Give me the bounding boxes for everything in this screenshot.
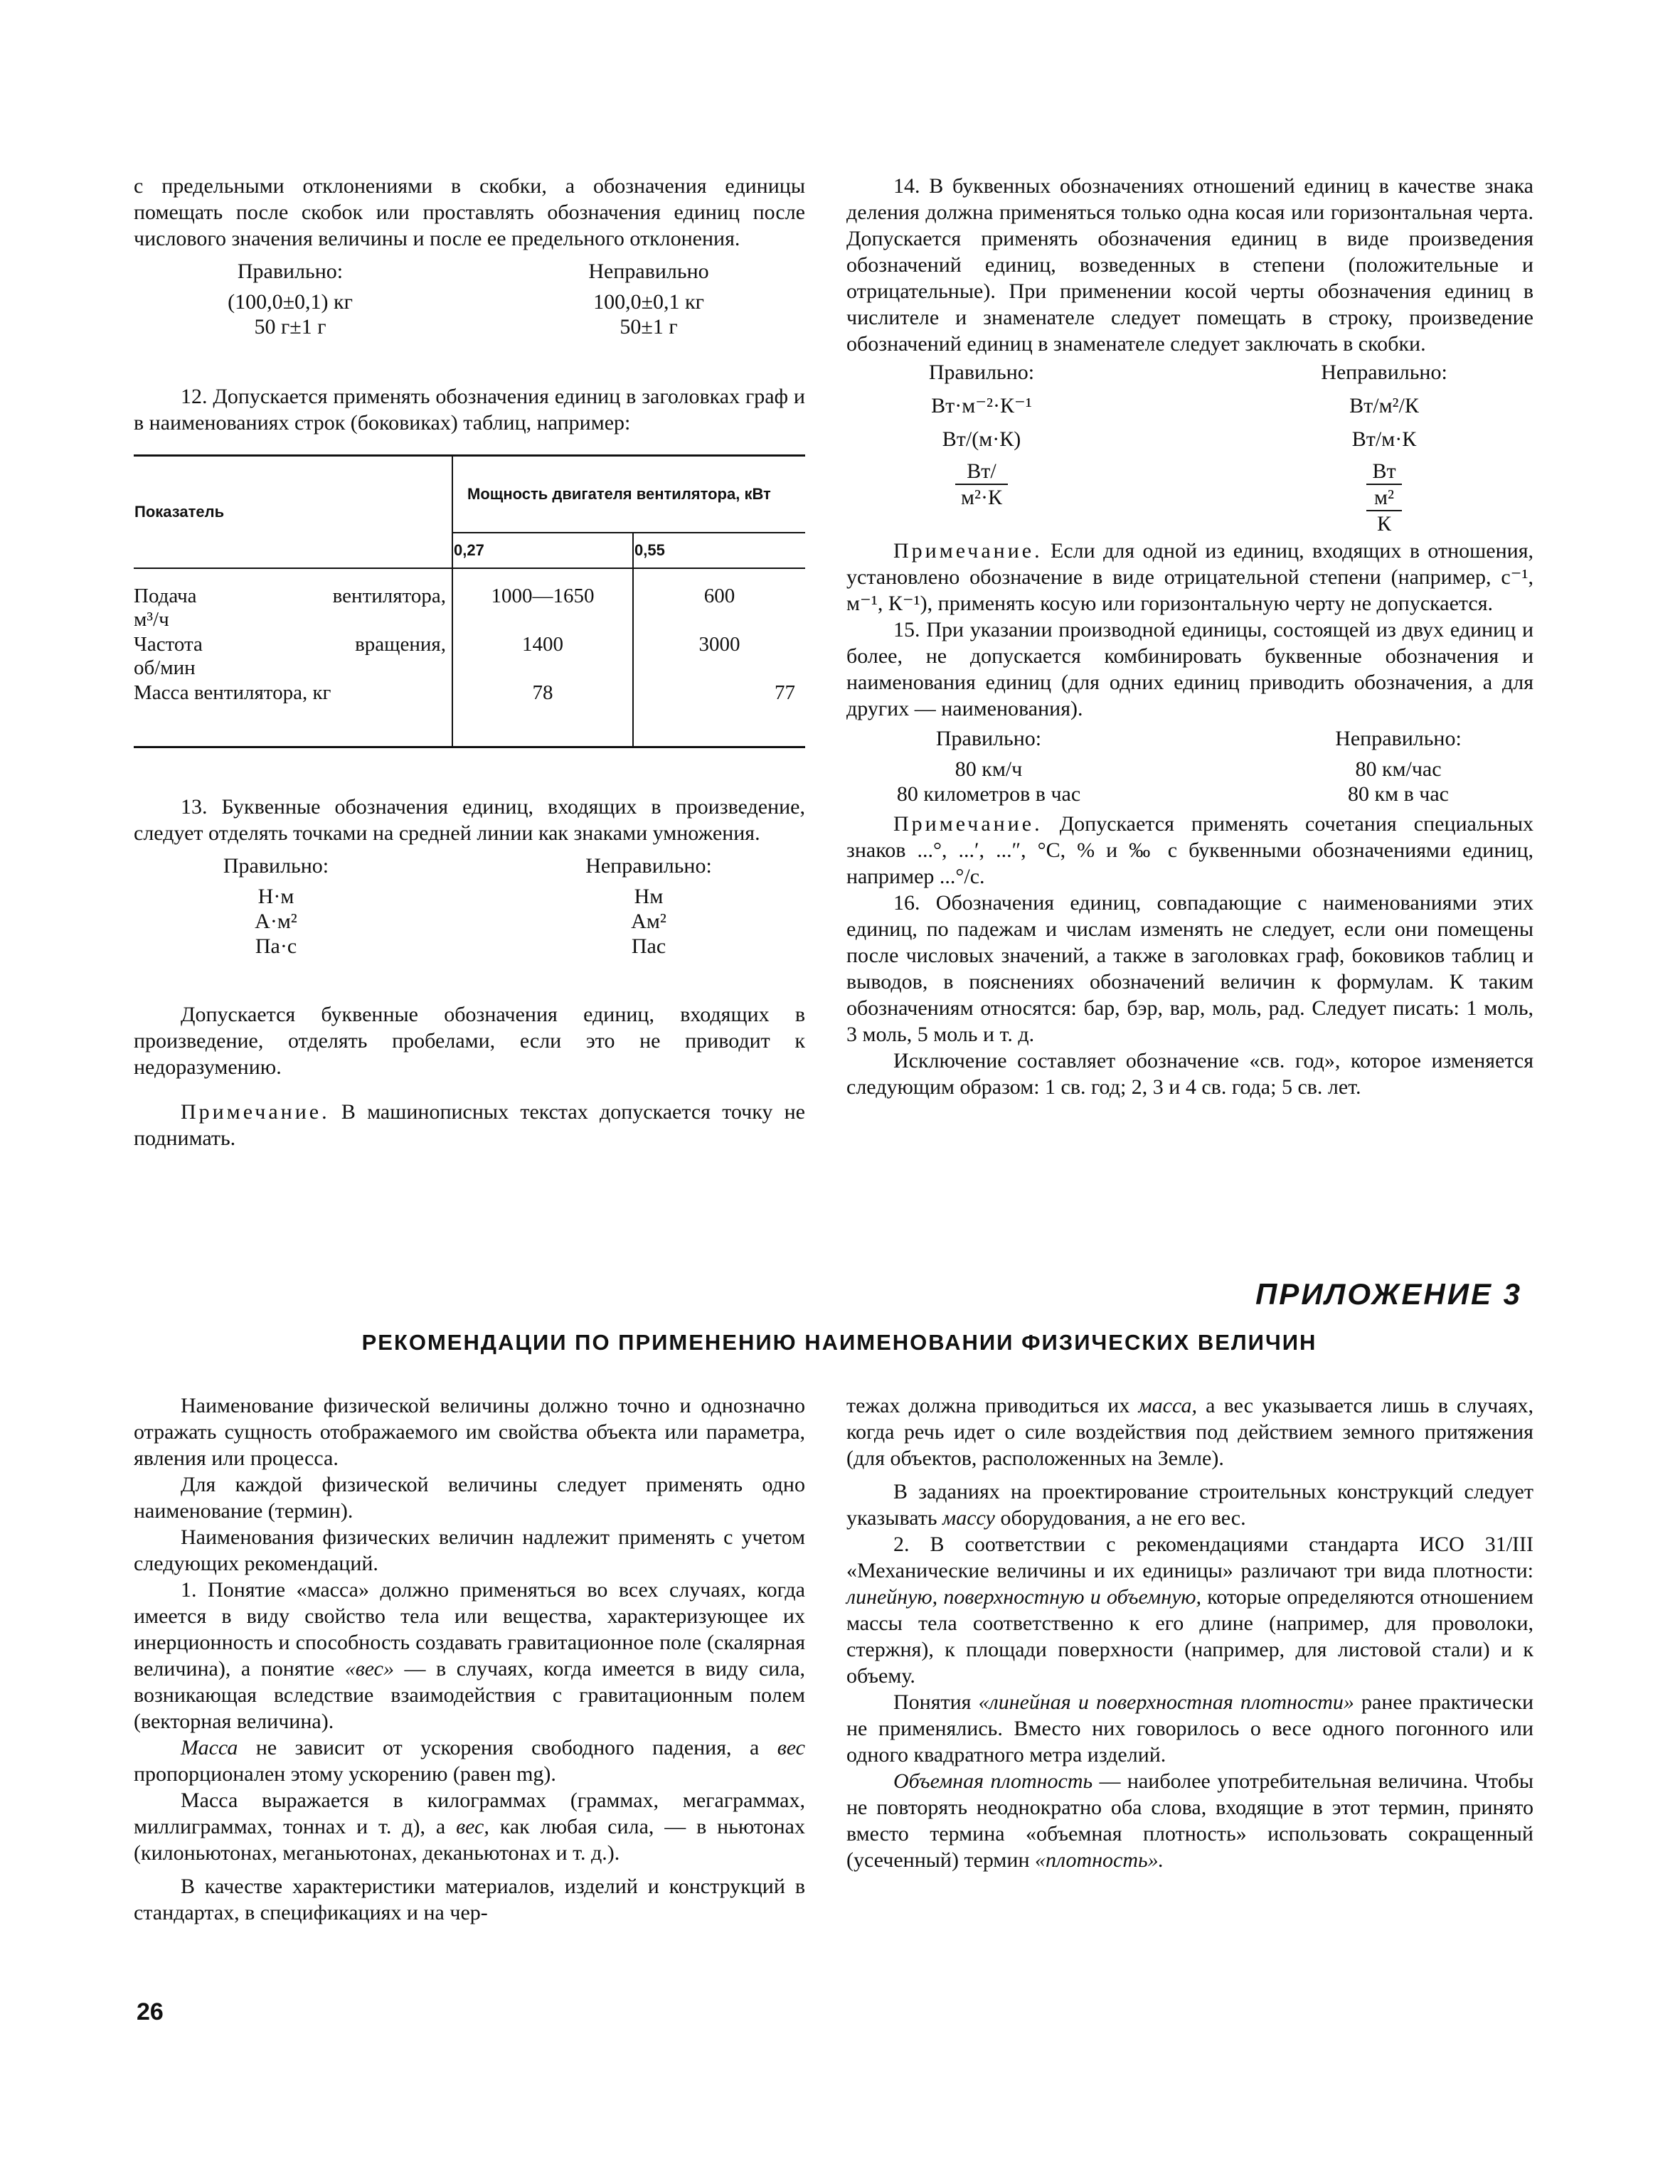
incorrect-example: Пас xyxy=(631,934,666,958)
left-column-top xyxy=(134,173,805,1151)
correct-example: 80 километров в час xyxy=(896,782,1081,806)
fraction-numerator: Вт/ xyxy=(967,459,996,483)
note-text: Допускается применять сочетания специальных знаков ...°, ...′, ...″, °С, % и ‰ с буквенными обозначениями единиц, например ...°/с. xyxy=(846,812,1533,888)
italic-term: линейную, поверхностную и объемную, xyxy=(846,1585,1202,1609)
paragraph-16: 16. Обозначения единиц, совпадающие с наименованиями этих единиц, по падежам и числам изменять не следует, если они помещены после числовых значений, а также в заголовках граф, боковиков таблиц и выводов, в пояснениях обозначений величин к формулам. К таким обозначениям относятся: бар, бэр, вар, моль, рад. Следует писать: 1 моль, 3 моль, 5 моль и т. д. xyxy=(846,891,1533,1046)
text-run: пропорционален этому ускорению (равен mg). xyxy=(134,1762,556,1786)
text-run: ранее практически не применялись. Вместо них говорилось о весе одного погонного или одного квадратного метра изделий. xyxy=(846,1690,1534,1767)
table-subheader: 0,55 xyxy=(633,533,805,568)
table-row xyxy=(134,632,805,680)
italic-term: «вес» xyxy=(344,1657,394,1680)
row-label: Частота xyxy=(134,633,203,656)
text-run: Масса выражается в килограммах (граммах, мегаграммах, миллиграммах, тоннах и т. д), а xyxy=(134,1789,805,1838)
text-run: которые определяются отношением массы тела соответственно к его длине (например, для проволоки, стержня), к площади поверхности (например, для листовой стали) и к объему. xyxy=(846,1585,1534,1688)
label-incorrect: Неправильно xyxy=(588,260,709,283)
text-run: как любая сила, — в ньютонах (килоньютонах, меганьютонах, деканьютонах и т. д.). xyxy=(134,1815,805,1865)
label-incorrect: Неправильно: xyxy=(585,854,712,878)
correct-example: Вт·м⁻²·К⁻¹ xyxy=(931,394,1032,417)
text-run: не зависит от ускорения свободного падения, а xyxy=(238,1736,777,1759)
paragraph-13b: Допускается буквенные обозначения единиц, входящих в произведение, отделять пробелами, если это не приводит к недоразумению. xyxy=(134,1003,805,1079)
paragraph xyxy=(134,1787,805,1866)
text-run: В заданиях на проектирование строительных конструкций следует указывать xyxy=(846,1480,1533,1530)
table-subheader: 0,27 xyxy=(452,533,633,568)
incorrect-example: Нм xyxy=(634,885,664,908)
label-incorrect: Неправильно: xyxy=(1335,727,1462,750)
italic-term: массу xyxy=(942,1506,995,1530)
text-run: — в случаях, когда имеется в виду сила, возникающая вследствие взаимодействия с гравитационным полем (векторная величина). xyxy=(134,1657,805,1733)
correct-example: 80 км/ч xyxy=(955,757,1023,781)
correct-example: Н·м xyxy=(257,885,294,908)
paragraph xyxy=(846,1531,1533,1689)
note-text: В машинописных текстах допускается точку не поднимать. xyxy=(134,1100,805,1150)
example-table xyxy=(134,454,805,748)
left-column-bottom xyxy=(134,1392,805,1926)
text-run: тежах должна приводиться их xyxy=(846,1394,1139,1417)
incorrect-example: 80 км в час xyxy=(1348,782,1449,806)
note-label: Примечание. xyxy=(181,1100,330,1124)
row-label: вращения, xyxy=(355,633,446,656)
note-label: Примечание. xyxy=(893,812,1043,836)
text-run: 1. Понятие «масса» должно применяться во всех случаях, когда имеется в виду свойство тела или вещества, характеризующее их инерционность и способность создавать гравитационное поле (скалярная величина), а понятие xyxy=(134,1578,805,1680)
paragraph: Наименование физической величины должно точно и однозначно отражать сущность отображаемого им свойства объекта или параметра, явления или процесса. xyxy=(134,1394,805,1470)
label-correct: Правильно: xyxy=(223,854,329,878)
example-11 xyxy=(134,259,805,339)
note-15 xyxy=(846,811,1533,890)
note-14 xyxy=(846,538,1533,617)
table-cell: 1000—1650 xyxy=(452,568,633,632)
incorrect-example: Ам² xyxy=(631,910,666,933)
example-14 xyxy=(846,360,1533,536)
correct-example: А·м² xyxy=(255,910,297,933)
table-cell: 3000 xyxy=(698,633,740,656)
text-run: 2. В соответствии с рекомендациями стандарта ИСО 31/III «Механические величины и их единицы» различают три вида плотности: xyxy=(846,1533,1533,1582)
correct-fraction xyxy=(955,459,1008,510)
appendix-label: ПРИЛОЖЕНИЕ 3 xyxy=(1255,1277,1522,1311)
note-13 xyxy=(134,1099,805,1151)
paragraph-16b: Исключение составляет обозначение «св. год», которое изменяется следующим образом: 1 св. год; 2, 3 и 4 св. года; 5 св. лет. xyxy=(846,1049,1533,1099)
italic-term: масса, xyxy=(1138,1394,1198,1417)
italic-term: Масса xyxy=(181,1736,238,1759)
table-cell: 78 xyxy=(452,680,633,747)
incorrect-example: Вт/м·К xyxy=(1351,427,1417,451)
paragraph xyxy=(134,1577,805,1735)
table-header-indicator: Показатель xyxy=(134,456,452,569)
text-run: — наиболее употребительная величина. Чтобы не повторять неоднократно оба слова, входящие в этот термин, принято вместо термина «объемная плотность» использовать сокращенный (усеченный) термин xyxy=(846,1769,1533,1872)
appendix-title: РЕКОМЕНДАЦИИ ПО ПРИМЕНЕНИЮ НАИМЕНОВАНИИ ФИЗИЧЕСКИХ ВЕЛИЧИН xyxy=(361,1330,1317,1355)
italic-term: вес, xyxy=(456,1815,489,1838)
text-run: оборудования, а не его вес. xyxy=(994,1506,1246,1530)
paragraph: Для каждой физической величины следует применять одно наименование (термин). xyxy=(134,1473,805,1523)
example-15 xyxy=(846,726,1533,806)
page-number: 26 xyxy=(137,1998,164,2025)
italic-term: «линейная и поверхностная плотности» xyxy=(978,1690,1354,1714)
incorrect-fraction xyxy=(1366,459,1401,536)
correct-example: Вт/(м·К) xyxy=(942,427,1021,451)
row-label: вентилятора, xyxy=(332,585,446,607)
italic-term: Объемная плотность xyxy=(893,1769,1093,1793)
paragraph-15: 15. При указании производной единицы, состоящей из двух единиц и более, не допускается комбинировать буквенные обозначения и наименования единиц (для одних единиц приводить обозначения, а для других — наименования). xyxy=(846,618,1533,720)
fraction-middle: м² xyxy=(1366,484,1401,510)
right-column-top xyxy=(846,173,1533,1100)
note-text: Если для одной из единиц, входящих в отношения, установлено обозначение в виде отрицательной степени (например, с⁻¹, м⁻¹, К⁻¹), применять косую или горизонтальную черту не допускается. xyxy=(846,539,1533,615)
label-correct: Правильно: xyxy=(928,361,1035,384)
paragraph xyxy=(846,1768,1533,1873)
row-unit: об/мин xyxy=(134,656,196,679)
table-cell: 1400 xyxy=(452,632,633,680)
table-header-group: Мощность двигателя вентилятора, кВт xyxy=(452,456,805,533)
paragraph xyxy=(846,1689,1533,1768)
paragraph xyxy=(846,1479,1533,1531)
label-correct: Правильно: xyxy=(935,727,1042,750)
incorrect-example: Вт/м²/К xyxy=(1349,394,1419,417)
italic-term: «плотность». xyxy=(1035,1848,1164,1872)
paragraph xyxy=(134,1735,805,1787)
paragraph: В качестве характеристики материалов, изделий и конструкций в стандартах, в спецификациях и на чер- xyxy=(134,1875,805,1924)
row-unit: м³/ч xyxy=(134,608,169,631)
table-cell: 77 xyxy=(775,681,795,704)
italic-term: вес xyxy=(777,1736,805,1759)
example-13 xyxy=(134,853,805,959)
paragraph-14: 14. В буквенных обозначениях отношений единиц в качестве знака деления должна применяться только одна косая или горизонтальная черта. Допускается применять обозначения единиц в виде произведения обозначений единиц, возведенных в степени (положительные и отрицательные). При применении косой черты обозначения единиц в числителе и знаменателе следует помещать в строку, произведение обозначений единиц в знаменателе следует заключать в скобки. xyxy=(846,174,1533,356)
table-row xyxy=(134,680,805,747)
paragraph xyxy=(846,1392,1533,1471)
text-run: а вес указывается лишь в случаях, когда речь идет о силе воздействия под действием земного притяжения (для объектов, расположенных на Земле). xyxy=(846,1394,1534,1470)
incorrect-example: 80 км/час xyxy=(1355,757,1442,781)
incorrect-example: 50±1 г xyxy=(620,315,678,339)
fraction-numerator: Вт xyxy=(1372,459,1396,483)
label-correct: Правильно: xyxy=(237,260,344,283)
text-run: Понятия xyxy=(893,1690,979,1714)
paragraph-intro: с предельными отклонениями в скобки, а обозначения единицы помещать после скобок или проставлять обозначения единиц после числового значения величины и после ее предельного отклонения. xyxy=(134,174,805,250)
fraction-denominator: К xyxy=(1366,510,1401,536)
table-row xyxy=(134,568,805,632)
paragraph-13: 13. Буквенные обозначения единиц, входящих в произведение, следует отделять точками на средней линии как знаками умножения. xyxy=(134,795,805,845)
fraction-denominator: м²·К xyxy=(955,484,1008,510)
paragraph-12: 12. Допускается применять обозначения единиц в заголовках граф и в наименованиях строк (боковиках) таблиц, например: xyxy=(134,385,805,435)
correct-example: (100,0±0,1) кг xyxy=(228,290,353,314)
correct-example: Па·с xyxy=(255,934,297,958)
note-label: Примечание. xyxy=(893,539,1043,563)
row-label: Масса вентилятора, кг xyxy=(134,680,452,747)
right-column-bottom xyxy=(846,1392,1533,1873)
paragraph: Наименования физических величин надлежит применять с учетом следующих рекомендаций. xyxy=(134,1525,805,1575)
row-label: Подача xyxy=(134,585,197,607)
incorrect-example: 100,0±0,1 кг xyxy=(593,290,704,314)
label-incorrect: Неправильно: xyxy=(1321,361,1447,384)
correct-example: 50 г±1 г xyxy=(254,315,326,339)
table-cell: 600 xyxy=(703,585,735,607)
